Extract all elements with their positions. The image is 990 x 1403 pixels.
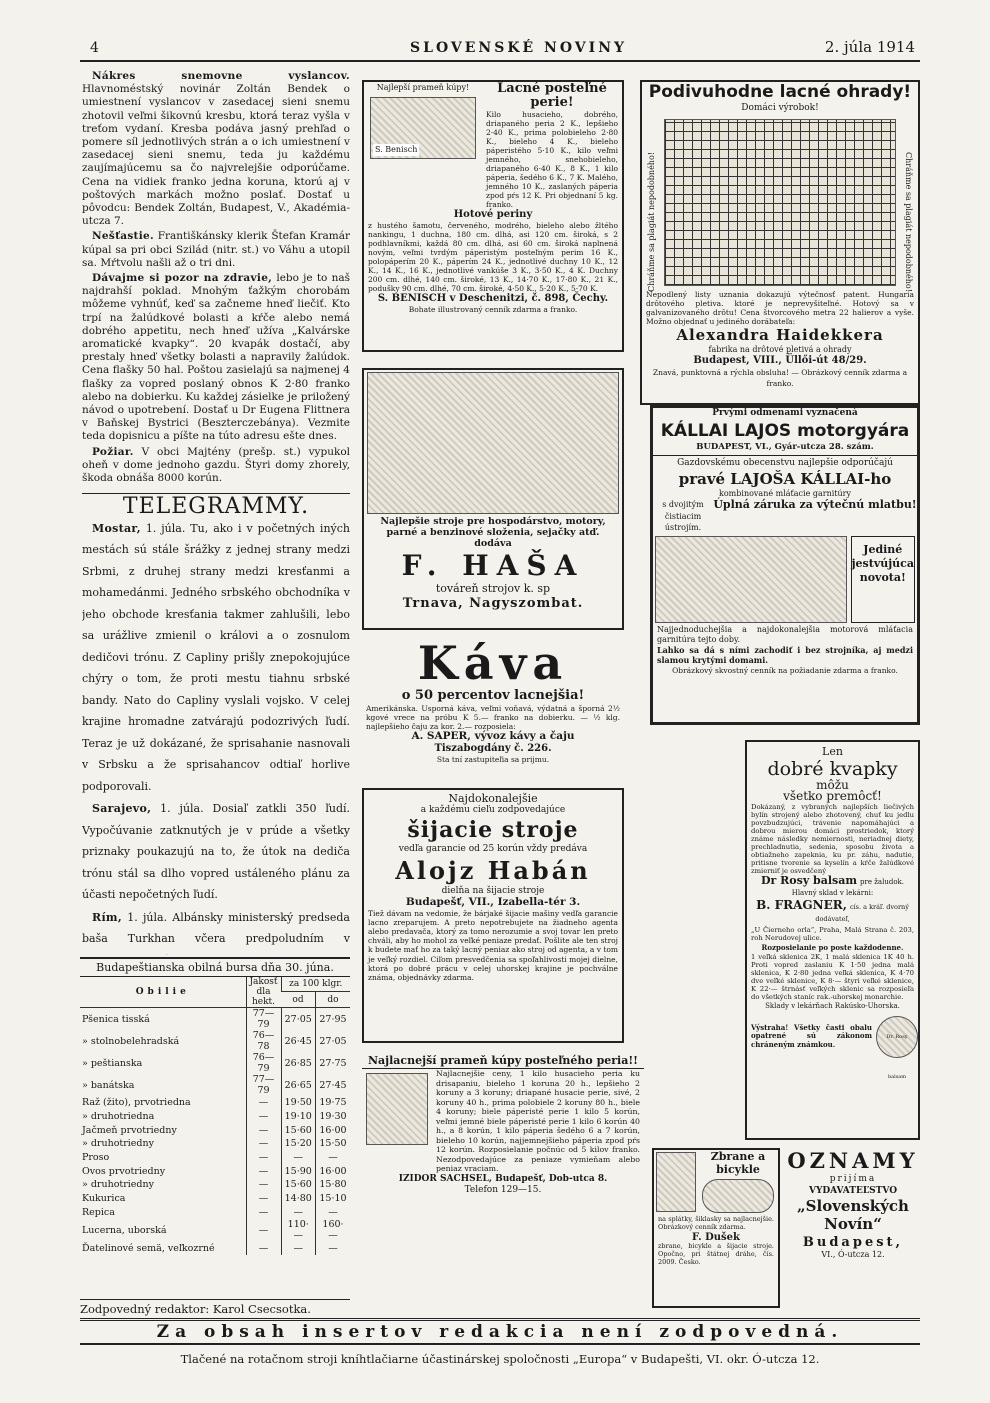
- grain-price-to: —: [316, 1206, 351, 1220]
- ad-bicycles-dusek: [652, 1148, 780, 1308]
- grain-price-to: 15·10: [316, 1192, 351, 1206]
- ad-firm: B. FRAGNER,: [756, 897, 847, 912]
- grain-row: [80, 1074, 350, 1096]
- grain-price-to: —: [316, 1151, 351, 1165]
- ad-top: Najdokonalejšie: [448, 792, 538, 805]
- ad-body: Lahko sa dá s ními zachodiť i bez strojníka, aj medzi slamou krytými domami.: [657, 644, 913, 665]
- ad-address: Tiszabogdány č. 226.: [434, 742, 552, 754]
- ad-body: Kilo husacieho, dobrého, driapaného peria 2 K., lepšieho 2·40 K., prima polobieleho 2·80 K., bieleho 4 K., bieleho páperistého 5·10 K., kilo veľmi jemného, snehobieleho, driapaného 6·40 K., 8 K., 1 kilo páperia, šedého 6 K., 7 K. Malého, jemného 10 K., zaslaných páperia zpod pŕs 12 K. Pri objednaní 5 kg. franko.: [486, 110, 618, 209]
- ad-body: z hustého šamotu, červeného, modrého, bieleho alebo žltého nankingu, 1 duchna, 180 cm. dlhá, asi 120 cm. široká, s 2 podhlavníkmi, každá 80 cm. dlhá, asi 60 cm. široká naplnená novým, veľmi tvrdým páperistým posteľným perim 16 K., polopáperím 20 K., páperím 24 K., jednotlivé duchny 10 K., 12 K., 14 K., 16 K., jednotlivé vankúše 3 K., 3·50 K., 4 K. Duchny 200 cm. dlhé, 140 cm. široké, 13 K., 14·70 K., 17·80 K., 21 K., podušky 90 cm. dlhé, 70 cm. široké, 4·50 K., 5·20 K., 5·70 K.: [368, 220, 618, 293]
- grain-price-to: 16·00: [316, 1164, 351, 1178]
- ad-warning: Výstraha! Všetky časti obalu opatrené sú zákonom chráneným známkou.: [751, 1022, 872, 1049]
- grain-row: [80, 1030, 350, 1052]
- telegram-item: Sarajevo, 1. júla. Dosiaľ zatkli 350 ľudí. Vypočúvanie zatknutých je v prúde a všetky priznaky poukazujú na to, že útok na dediča trónu stál sa dlho vopred ustáleného plánu za účasti nepočetných ľudí.: [82, 802, 350, 901]
- ad-name: „Slovenských Novín“: [797, 1197, 909, 1233]
- ad-body: Dokázaný, z vybraných najlepších liečivých bylín strojený alebo zhotovený, chuť ku jedlu povzbudzujúci, trávenie napomáhajúci a dobrou mierou domáci prostriedok, ktorý známe následky nemiernosti, neriadnej diety, prechladnutia, sedenia, sposobu života a obtiažneho zapeknia, ku pr. záhu, nadutie, pritisne tvorenie sa kyselín a kŕče žalúdkové zmierniť je osvedčený: [751, 802, 914, 875]
- grain-row: [80, 1206, 350, 1220]
- ad-title: OZNAMY: [787, 1148, 919, 1173]
- ad-subtitle: Hotové periny: [453, 209, 533, 220]
- ad-body: zbrane, bicykle a šijacie stroje. Opočno, pri štátnej dráhe, čís. 2009. Česko.: [658, 1242, 774, 1266]
- ad-sewing-haban: [362, 788, 624, 1043]
- grain-price-to: 27·75: [316, 1052, 351, 1074]
- ad-note: Rozposielanie po poste každodenne.: [761, 942, 904, 952]
- page-number: 4: [90, 40, 99, 56]
- news-item: Nákres snemovne vyslancov. Hlavnoméstský novinár Zoltán Bendek o umiestnení vyslancov v zasedacej sieni snemu zhotovil veľmi šikovnú kresbu, ktorá teraz vyšla v treťom vydaní. Kresba podáva jasný prehľad o pomere síl jednotlivých strán a o ich umiestnení v zasedacej sieni snemu, teda ju každému zaujímajúcemu sa čo najvrelejšie odporúčame. Cena na vidiek franko jedna koruna, ktorú aj v poštových markách možno poslať. Dostať u pôvodcu: Bendek Zoltán, Budapest, V., Akadémia-utcza 7.: [82, 70, 350, 228]
- grain-price-from: 19·50: [281, 1096, 316, 1110]
- ad-body: vedľa garancie od 25 korún vždy predáva: [398, 844, 588, 854]
- grain-row: [80, 1192, 350, 1206]
- grain-price-from: 15·90: [281, 1164, 316, 1178]
- grain-price-from: 15·20: [281, 1137, 316, 1151]
- ad-top: Len: [822, 745, 843, 758]
- news-item: Dávajme si pozor na zdravie, lebo je to naš najdrahší poklad. Mnohým ťažkým chorobám môžeme vyhnúť, keď sa začneme hneď liečiť. Kto trpí na žalúdkové bolasti a kŕče alebo nemá dobrého appetitu, nech hneď užíva „Kalvárske aromatické kvapky“. 20 kvapák dostačí, aby prestaly hneď všetky bolasti a napravily žalúdok. Cena flašky 50 hal. Poštou zasielajú sa najmenej 4 flašky za vopred poslaný obnos K 2·80 franko alebo na dobierku. Ku každej zásielke je priložený návod o upotrebení. Dostať u Dr Eugena Flittnera v Baňskej Bystrici (Beszterczebánya). Vezmite teda dopisnicu a píšte na túto adresu ešte dnes.: [82, 272, 350, 443]
- ad-tagline: Najlepší prameň kúpy!: [376, 83, 470, 92]
- ad-subtitle: VYDAVATEĽSTVO: [808, 1185, 898, 1196]
- ad-firm: KÁLLAI LAJOS motorgyára: [660, 420, 910, 441]
- ad-box: Jediné jestvújúca novota!: [851, 536, 915, 623]
- ad-body: s dvojitým čistiacim ústrojím.: [662, 500, 704, 532]
- grain-row: [80, 1137, 350, 1151]
- machine-illustration: [367, 372, 619, 514]
- grain-weight: —: [246, 1096, 281, 1110]
- ad-title: Zbrane a bicykle: [710, 1150, 766, 1176]
- grain-price-from: 15·60: [281, 1178, 316, 1192]
- ad-store: Hlavný sklad v lekárni:: [791, 889, 874, 897]
- ad-body: Najlepšie stroje pre hospodárstvo, motory, parné a benzinové složenia, sejačky atď. dodáva: [380, 516, 606, 549]
- ad-title: Najlacnejší prameň kúpy posteľného peria!!: [362, 1053, 644, 1069]
- ad-firm: F. Dušek: [692, 1231, 740, 1243]
- ad-body: Nepodlený listy uznania dokazujú výtečnosť patent. Hungaria drôtového pletiva. ktoré je neprevyšiteľné. Hotový sa v galvanizovaného drôtu! Cena štvorcového metra 22 halierov a vyše. Možno objednať u jediného dorábateľa:: [646, 289, 914, 326]
- ad-motors-kallai: [650, 405, 920, 725]
- grain-weight: 76—79: [246, 1052, 281, 1074]
- editor-line: Zodpovedný redaktor: Karol Csecsotka.: [80, 1299, 350, 1316]
- ad-end: všetko premôcť!: [783, 789, 882, 803]
- col-header-to: do: [316, 992, 351, 1008]
- swan-label: S. Benisch: [375, 145, 418, 154]
- ad-city: Budapest,: [802, 1235, 904, 1250]
- grain-weight: —: [246, 1164, 281, 1178]
- seal-stamp: Dr. Rosy balsam: [876, 1016, 918, 1058]
- ad-city: Trnava, Nagyszombat.: [402, 595, 584, 611]
- ad-note: Sta tní zastupiteľia sa prijmu.: [436, 755, 550, 764]
- grain-name: Jačmeň prvotriedny: [82, 1124, 177, 1136]
- ad-store2: Sklady v lekárňach Rakúsko-Uhorska.: [765, 1002, 900, 1010]
- grain-name: » druhotriedny: [82, 1138, 154, 1150]
- grain-price-from: 26·85: [281, 1052, 316, 1074]
- ad-body: Najjednoduchejšia a najdokonalejšia motorová mláťacia garnitúra tejto doby.: [657, 624, 913, 644]
- grain-row: [80, 1219, 350, 1241]
- grain-row: [80, 1151, 350, 1165]
- grain-name: » druhotriedna: [82, 1111, 155, 1123]
- grain-price-to: 16·00: [316, 1123, 351, 1137]
- ad-feathers-benisch: [362, 80, 624, 352]
- ad-brand-sub: kombinované mláťacie garnitúry: [719, 488, 851, 498]
- ad-mid: môžu: [816, 777, 849, 792]
- ad-firm-note: cís. a kráľ. dvorný dodávateľ,: [815, 902, 909, 923]
- grain-price-to: 19·75: [316, 1096, 351, 1110]
- ad-top: Prvými odmenami vyznačená: [712, 408, 858, 418]
- grain-name: » banátska: [82, 1079, 135, 1091]
- ad-body: Najlacnejšie ceny, 1 kilo husacieho peria ku drisapaniu, bieleho 1 koruna 20 h., lepšieho 2 koruny a 3 koruny; driapané husacie perie, sivé, 2 koruny 40 h., prima polobiele 2 koruny 80 h., biele 4 koruny; biele páperisté perie 1 kilo 5 korún, veľmi jemné biele páperisté perie 1 kilo 6 korún 40 h., a 8 korún, 1 kilo páperia šedého 6 a 7 korún, bieleho 10 korún, najjemnejšieho páperia zpod pŕs 12 korún. Rozposielanie počnúc od 5 kilov franko. Nezodpovedajúce za peniaze vymieňam alebo peniaz vraciam.: [436, 1069, 640, 1173]
- grain-row: [80, 1123, 350, 1137]
- col-header-weight: Jakosť dla hekt.: [246, 977, 281, 1008]
- ad-subtitle: dielňa na šijacie stroje: [441, 885, 545, 896]
- grain-name: Raž (žito), prvotriedna: [82, 1097, 191, 1109]
- ad-address: BUDAPEST, VI., Gyár-utcza 28. szám.: [696, 441, 874, 452]
- ad-body: Gazdovskému obecenstvu najlepšie odporúčajú: [677, 458, 893, 468]
- grain-price-to: 27·95: [316, 1008, 351, 1031]
- grain-name: Repica: [82, 1206, 115, 1218]
- ad-balsam-fragner: [745, 740, 920, 1140]
- col-header-price: za 100 klgr.: [281, 977, 350, 992]
- grain-name: Ovos prvotriedny: [82, 1165, 166, 1177]
- ad-note: Znavá, punktovná a rýchla obsluha! — Obrázkový cenník zdarma a franko.: [652, 367, 908, 388]
- grain-price-to: 27·05: [316, 1030, 351, 1052]
- news-item: Nešťastie. Františkánsky klerik Štefan Kramár kúpal sa pri obci Szilád (nitr. st.) vo Váhu a utopil sa. Mŕtvolu našli až o tri dni.: [82, 230, 350, 269]
- grain-weight: —: [246, 1206, 281, 1220]
- grain-row: [80, 1110, 350, 1124]
- fence-illustration: [664, 119, 896, 286]
- grain-price-from: —: [281, 1241, 316, 1255]
- ad-pre: prijíma: [829, 1174, 877, 1184]
- telegram-item: Mostar, 1. júla. Tu, ako i v početných iných mestách sú stále šrážky z jednej strany medzi Srbmi, z druhej strany medzi kresťanmi a mohamedánmi. Jedného srbského obchodníka v jeho obchode kresťania takmer zahlušili, lebo sa urážlive zmienil o královi a o zosnulom dedičovi trónu. Z Capliny prišly znepokojujúce chýry o tom, že proti mestu tiahnu srbské bandy. Nato do Capliny vyslali vojsko. V celej krajine hromadne zatvárajú podozrivých ľudí. Teraz je už dokázané, že sprisahanie nasnovali v Srbsku a že sprisahancov odtiaľ horlive podporovali.: [82, 521, 350, 793]
- disclaimer-band: Za obsah insertov redakcia není zodpovedná.: [80, 1318, 920, 1345]
- side-note-right: Chráňme sa plagiát nepodobného!: [904, 152, 913, 292]
- ad-subtitle: továreň strojov k. sp: [435, 582, 551, 595]
- grain-price-from: 27·05: [281, 1008, 316, 1031]
- grain-row: [80, 1241, 350, 1255]
- grain-weight: —: [246, 1123, 281, 1137]
- ad-brand: pravé LAJOŠA KÁLLAI-ho: [678, 469, 892, 488]
- ad-address: Budapešť, VII., Izabella-tér 3.: [405, 896, 581, 908]
- grain-weight: 77—79: [246, 1074, 281, 1096]
- grain-price-from: 15·60: [281, 1123, 316, 1137]
- ad-coffee-saper: [362, 638, 624, 778]
- grain-table: [80, 977, 350, 1255]
- ad-guarantee: Úplná záruka za výtečnú mlatbu!: [713, 498, 917, 511]
- grain-price-from: 26·65: [281, 1074, 316, 1096]
- side-note-left: Chráňme sa plagiát nepodobného!: [647, 152, 656, 292]
- grain-name: Ďatelinové semä, veľkozrné: [82, 1242, 215, 1254]
- ad-body: Tiež dávam na vedomie, že bárjaké šijacie mašiny vedľa garancie lacno zreparujem. A preto nepotrebujete na žiadneho agenta alebo predavača, ktorý za tomo nerozumie a svoj tovar len preto chváli, aby ho mohol za veľké peniaze predať. Pošlite ale ten stroj k budete mať ho za taký lacný peniaz ako stroj od agenta, a v tom je veľký rozdiel. Ciľom presvedčenia sa spoľahlivosti mojej dielne, ktorá po dobré prácu v celej uhorskej krajine je pochválne známa, objednávky zdarma.: [368, 908, 618, 982]
- ad-note: Bohate illustrovaný cenník zdarma a franko.: [408, 305, 578, 314]
- ad-firm-sub: fabrika na drôtové pletivá a ohrady: [708, 344, 852, 354]
- ad-firm: F. HAŠA: [401, 549, 585, 582]
- grain-name: » druhotriedny: [82, 1179, 154, 1191]
- grain-row: [80, 1096, 350, 1110]
- telegram-list: [82, 518, 350, 956]
- ad-title: šijacie stroje: [407, 817, 579, 843]
- grain-exchange-table: [80, 957, 350, 1255]
- news-item: Požiar. V obci Majtény (prešp. st.) vypukol oheň v dome jednoho gazdu. Štyri domy zhorely, škoda obnáša 8000 korún.: [82, 445, 350, 485]
- grain-name: Lucerna, uborská: [82, 1224, 167, 1236]
- grain-price-to: —: [316, 1241, 351, 1255]
- ad-body: Amerikánska. Usporná káva, veľmi voňavá, výdatná a šporná 2½ kgové vrece na próbu K 5.— franko na dobierku. — ½ klg. najlepšieho čaju za kor. 2.— rozposiela:: [366, 704, 620, 731]
- grain-weight: 76—78: [246, 1030, 281, 1052]
- grain-row: [80, 1052, 350, 1074]
- ad-body: na splátky, šiklasky sa najlacnejšie. Obrázkový cenník zdarma.: [658, 1215, 774, 1231]
- grain-name: Kukurica: [82, 1193, 126, 1205]
- ad-firm: S. BENISCH v Deschenitzi, č. 898, Čechy.: [377, 292, 609, 304]
- grain-name: » peštianska: [82, 1057, 143, 1069]
- ad-price: 1 veľká sklenica 2K, 1 malá sklenica 1K 40 h. Proti vopred zaslaniu K 1·50 jedna malá sklenica, K 2·80 jedna veľká sklenica, K 4·70 dve veľké sklenice, K 8·— štyri veľké sklenice, K 22·— štrnásť veľkých sklenic sa rozposieľa do všetkých staníc rak.-uhorskej monarchie.: [751, 953, 914, 1001]
- goose-illustration: [366, 1073, 428, 1145]
- ad-subtitle: Domáci výrobok!: [741, 103, 819, 113]
- grain-name: Proso: [82, 1152, 110, 1164]
- ad-firm: A. SAPER, vývoz kávy a čaju: [411, 730, 575, 742]
- ad-address: Budapest, VIII., Üllői-út 48/29.: [693, 355, 867, 366]
- masthead: SLOVENSKÉ NOVINY: [410, 40, 628, 56]
- printer-footer: Tlačené na rotačnom stroji kníhtlačiarne účastinárskej spoločnosti „Europa“ v Budapešti, VI. okr. Ó-utcza 12.: [180, 1352, 820, 1366]
- ad-title: Lacné posteľné perie!: [497, 81, 607, 110]
- col-header-from: od: [281, 992, 316, 1008]
- grain-weight: —: [246, 1110, 281, 1124]
- grain-weight: —: [246, 1241, 281, 1255]
- grain-price-to: 27·45: [316, 1074, 351, 1096]
- bicycle-illustration: [702, 1179, 774, 1213]
- ad-address: VI., Ó-utcza 12.: [821, 1249, 885, 1259]
- grain-name: » stolnobelehradská: [82, 1035, 180, 1047]
- ad-fences-haidekker: [640, 80, 920, 405]
- grain-weight: —: [246, 1192, 281, 1206]
- grain-weight: 77—79: [246, 1008, 281, 1031]
- col-header-item: Obilie: [80, 977, 246, 1008]
- ad-machines-hasa: [362, 368, 624, 630]
- ad-firm: Alojz Habán: [395, 855, 591, 885]
- grain-weight: —: [246, 1178, 281, 1192]
- ad-address: „U Čierneho orla“, Praha, Malá Strana č. 203, roh Nerudovej ulice.: [751, 925, 914, 942]
- page-header: [80, 38, 920, 62]
- grain-price-to: 19·30: [316, 1110, 351, 1124]
- ad-title: Káva: [417, 638, 569, 690]
- ad-notices-publisher: [786, 1148, 920, 1308]
- ad-brand-note: pre žaludok.: [860, 877, 904, 886]
- issue-date: 2. júla 1914: [824, 38, 915, 56]
- grain-price-to: 15·80: [316, 1178, 351, 1192]
- ad-firm: IZIDOR SACHSEL, Budapešť, Dob-utca 8.: [398, 1173, 608, 1184]
- grain-name: Pšenica tisská: [82, 1013, 150, 1025]
- grain-row: [80, 1178, 350, 1192]
- hunter-illustration: [656, 1152, 696, 1212]
- grain-price-from: 26·45: [281, 1030, 316, 1052]
- grain-weight: —: [246, 1137, 281, 1151]
- grain-weight: —: [246, 1219, 281, 1241]
- telegram-heading: TELEGRAMMY.: [82, 493, 350, 513]
- grain-price-from: —: [281, 1206, 316, 1220]
- thresher-illustration: [655, 536, 847, 623]
- grain-price-from: 110·—: [281, 1219, 316, 1241]
- grain-price-to: 15·50: [316, 1137, 351, 1151]
- swan-illustration: [370, 97, 476, 159]
- ad-top2: a každému cieľu zodpovedajúce: [420, 804, 566, 815]
- ad-phone: Telefon 129—15.: [464, 1185, 542, 1195]
- ad-note: Obrázkový skvostný cenník na požiadanie zdarma a franko.: [672, 665, 898, 675]
- ad-subtitle: o 50 percentov lacnejšia!: [401, 688, 585, 703]
- telegram-item: Rím, 1. júla. Albánsky ministerský predseda baša Turkhan včera predpoludním v: [82, 910, 350, 945]
- news-column: [82, 70, 350, 955]
- grain-price-from: —: [281, 1151, 316, 1165]
- grain-price-from: 19·10: [281, 1110, 316, 1124]
- grain-price-to: 160·—: [316, 1219, 351, 1241]
- ad-title: Podivuhodne lacné ohrady!: [648, 82, 912, 102]
- grain-row: [80, 1164, 350, 1178]
- grain-weight: —: [246, 1151, 281, 1165]
- grain-row: [80, 1008, 350, 1031]
- ad-feathers-sachsel: [362, 1053, 644, 1271]
- grain-price-from: 14·80: [281, 1192, 316, 1206]
- grain-exchange-title: Budapeštianska obilná bursa dňa 30. júna.: [80, 957, 350, 977]
- ad-firm: Alexandra Haidekkera: [676, 325, 884, 344]
- ad-brand: Dr Rosy balsam: [760, 873, 857, 887]
- ad-title: dobré kvapky: [767, 757, 898, 780]
